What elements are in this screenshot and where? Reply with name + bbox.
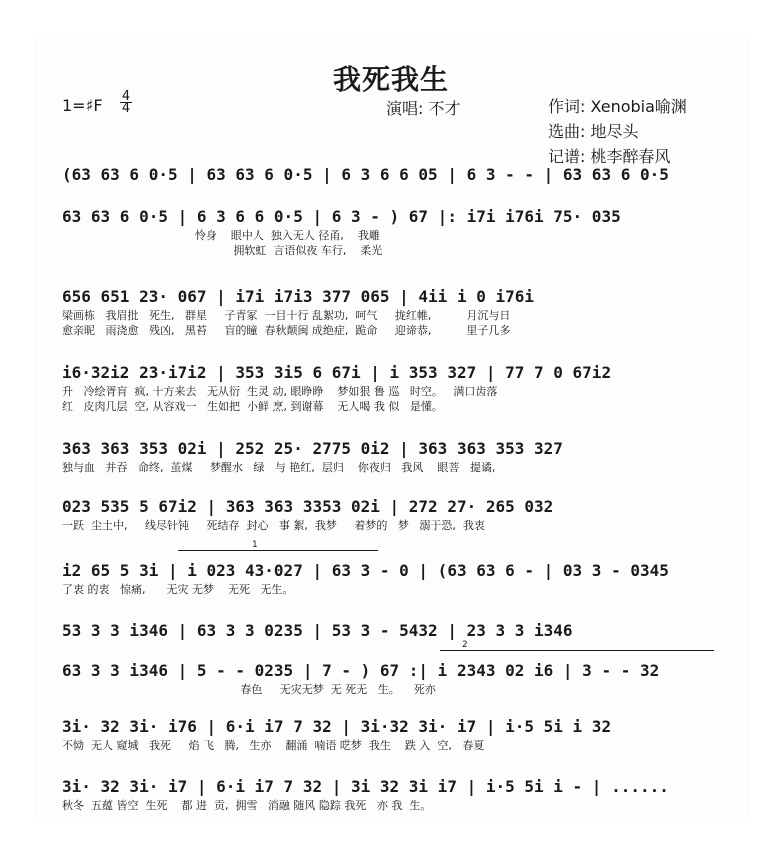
singer-credit: 演唱: 不才 (386, 99, 461, 118)
score-system (62, 438, 714, 475)
score-system (62, 286, 714, 338)
second-ending-bracket (440, 650, 714, 651)
notation-line: 63 3 3 i346 | 5 - - 0235 | 7 - ) 67 :| i 2343 02 i6 | 3 - - 32 (62, 661, 660, 680)
lyric-line: 一跃 尘土中, 线尽针钝 死结存 封心 事 絮, 我梦 着梦的 梦 溺于恐, 我衷 (62, 519, 485, 532)
notation-line: 3i· 32 3i· i76 | 6·i i7 7 32 | 3i·32 3i· i7 | i·5 5i i 32 (62, 717, 612, 736)
score-system (62, 362, 714, 414)
notation-line: 656 651 23· 067 | i7i i7i3 377 065 | 4ii i 0 i76i (62, 287, 535, 306)
first-ending-number: 1 (252, 540, 258, 550)
notation-line: (63 63 6 0·5 | 63 63 6 0·5 | 6 3 6 6 05 | 6 3 - - | 63 63 6 0·5 (62, 165, 669, 184)
transcriber-credit: 记谱: 桃李醉春风 (548, 147, 671, 166)
lyric-line: 不恸 无人 窥城 我死 焰 飞 腾, 生亦 翻涌 喃语 呓梦 我生 跌 入 空, 春夏 (62, 739, 485, 752)
score-system (62, 540, 714, 597)
notation-line: 023 535 5 67i2 | 363 363 3353 02i | 272 27· 265 032 (62, 497, 554, 516)
notation-line: i6·32i2 23·i7i2 | 353 3i5 6 67i | i 353 327 | 77 7 0 67i2 (62, 363, 612, 382)
score-system (62, 206, 714, 258)
lyric-line: 梁画栋 我眉批 死生, 群星 子青冢 一目十行 乱絮功, 呵气 拢红帷, 月沉与日 (62, 309, 511, 322)
credits (548, 94, 687, 169)
score-system (62, 496, 714, 533)
key-signature: 1=♯F (62, 96, 103, 115)
lyric-line: 春色 无灾无梦 无 死无 生。 死亦 (62, 683, 436, 696)
lyric-line: 独与血 并吞 命终, 茧煤 梦醒水 绿 与 艳红, 层归 你夜归 我风 眼菩 提谲, (62, 461, 496, 474)
notation-line: i2 65 5 3i | i 023 43·027 | 63 3 - 0 | (63 63 6 - | 03 3 - 0345 (62, 561, 669, 580)
second-ending-number: 2 (462, 640, 468, 650)
first-ending-bracket (178, 550, 378, 551)
song-title: 我死我生 (332, 63, 449, 96)
score-system (62, 716, 714, 753)
lyric-line: 升 冷绘胥肓 疯, 十方来去 无从衍 生灵 动, 眼睁睁 梦如狠 鲁 巡 时空。 满口齿落 (62, 385, 498, 398)
time-signature-bottom: 4 (121, 101, 131, 116)
score-system (62, 640, 714, 697)
lyric-line: 了衷 的衷 惊痛, 无灾 无梦 无死 无生。 (62, 583, 294, 596)
score-system (62, 164, 714, 186)
composer-credit: 选曲: 地尽头 (548, 122, 639, 141)
notation-line: 63 63 6 0·5 | 6 3 6 6 0·5 | 6 3 - ) 67 |: i7i i76i 75· 035 (62, 207, 621, 226)
lyricist-credit: 作词: Xenobia喻渊 (548, 97, 687, 116)
lyric-line: 愈亲昵 雨浇愈 残凶, 黑苔 盲的瞳 春秋颠闽 成绝症, 跪命 迎谛恭, 里子几多 (62, 324, 511, 337)
notation-line: 3i· 32 3i· i7 | 6·i i7 7 32 | 3i 32 3i i7 | i·5 5i i - | ...... (62, 777, 669, 796)
lyric-line: 拥软虹 言语似夜 车行, 柔光 (62, 244, 383, 257)
score-system (62, 620, 714, 642)
time-signature (120, 91, 132, 114)
time-signature-top: 4 (121, 89, 131, 104)
lyric-line: 红 皮肉几层 空, 从容戏一 生如把 小鲜 烹, 到谢幕 无人喝 我 似 是懂。 (62, 400, 443, 413)
lyric-line: 秋冬 五蕴 皆空 生死 都 进 贡, 拥雪 消融 随风 隐踪 我死 亦 我 生。 (62, 799, 432, 812)
notation-line: 363 363 353 02i | 252 25· 2775 0i2 | 363 363 353 327 (62, 439, 563, 458)
notation-line: 53 3 3 i346 | 63 3 3 0235 | 53 3 - 5432 | 23 3 3 i346 (62, 621, 573, 640)
score-system (62, 776, 714, 813)
lyric-line: 怜身 眼中人 独入无人 径甬, 我雕 (62, 229, 380, 242)
